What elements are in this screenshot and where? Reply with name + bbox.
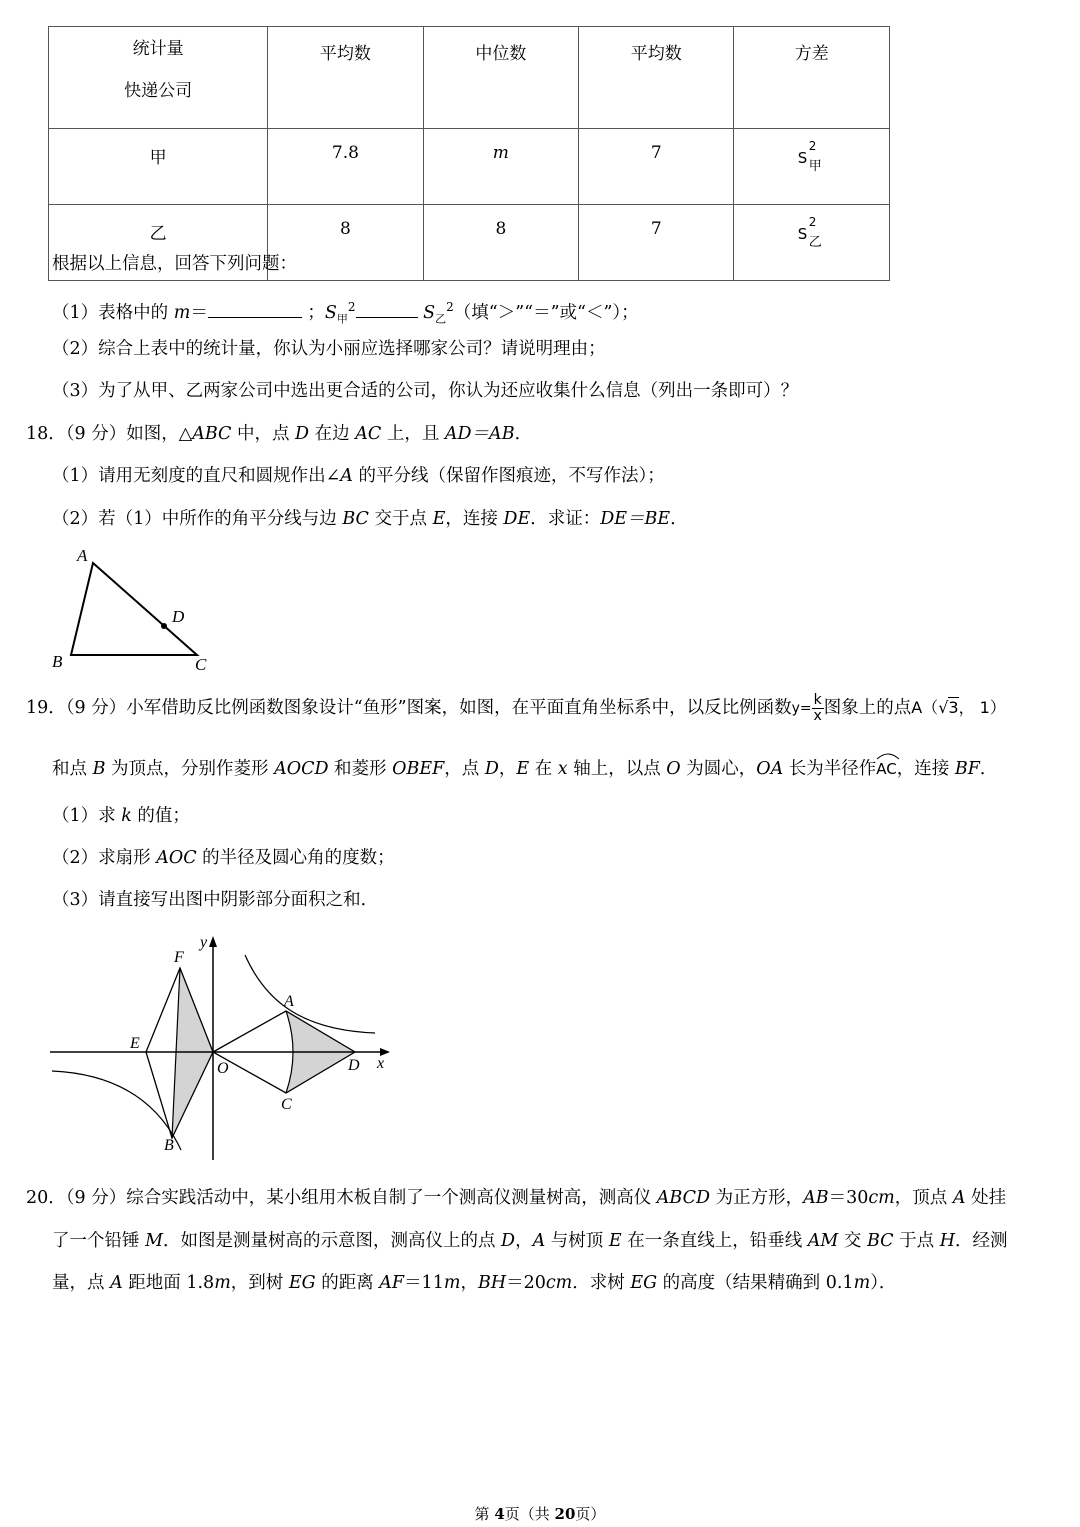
var: A <box>532 1231 546 1251</box>
variance-cell <box>734 129 890 205</box>
text: ，连接 <box>896 759 955 779</box>
text: ＝30 <box>828 1188 869 1208</box>
var: AF <box>379 1273 405 1293</box>
text: 的高度（结果精确到 0.1 <box>657 1273 854 1293</box>
text: ．求树 <box>572 1273 631 1293</box>
variance-square: 2 <box>808 139 817 153</box>
text: 为正方形， <box>710 1188 804 1208</box>
variance-letter: S <box>797 149 808 167</box>
text: 长为半径作 <box>783 759 877 779</box>
arc-ac-symbol <box>876 757 896 781</box>
text: （1）请用无刻度的直尺和圆规作出∠ <box>52 466 341 486</box>
q18-part1 <box>52 464 665 488</box>
text: 图象上的点 <box>823 698 912 718</box>
text: ，点 <box>444 759 485 779</box>
q19-part2 <box>52 846 395 870</box>
text: 交 <box>838 1231 867 1251</box>
text: ． <box>514 424 533 444</box>
var: AD＝AB <box>444 424 515 444</box>
var: D <box>295 424 310 444</box>
table-cell: 7.8 <box>268 129 423 205</box>
q17-part2: （2）综合上表中的统计量，你认为小丽应选择哪家公司？请说明理由； <box>52 339 606 359</box>
variance-symbol <box>797 139 826 174</box>
unit: cm <box>545 1273 573 1293</box>
text: 在 <box>529 759 558 779</box>
hyperbola-branch-lower <box>52 1071 181 1150</box>
denominator: x <box>813 708 822 724</box>
text: 中，点 <box>231 424 296 444</box>
text: ，连接 <box>445 509 504 529</box>
text: 的平分线（保留作图痕迹，不写作法）； <box>352 466 665 486</box>
var: AC <box>355 424 382 444</box>
text: 为圆心， <box>680 759 757 779</box>
point-d <box>161 623 167 629</box>
var: H <box>939 1231 955 1251</box>
text: 第 <box>474 1505 495 1523</box>
var: AM <box>807 1231 839 1251</box>
variance-symbol <box>797 215 826 250</box>
var: BC <box>866 1231 894 1251</box>
text: 上，且 <box>381 424 445 444</box>
coord-tail: ， 1） <box>958 698 1006 717</box>
table-header-cell: 方差 <box>734 27 890 129</box>
text: ．经测 <box>954 1231 1008 1251</box>
unit: m <box>853 1273 871 1293</box>
answer-blank-compare[interactable] <box>356 299 418 318</box>
y-axis-arrow <box>209 936 217 947</box>
variance-cell <box>734 205 890 281</box>
text: ． <box>979 759 998 779</box>
company-name-cell: 甲 <box>49 129 268 205</box>
text: 在一条直线上，铅垂线 <box>621 1231 808 1251</box>
variance-square: 2 <box>808 215 817 229</box>
label-d: D <box>348 1057 360 1074</box>
text: ，到树 <box>230 1273 289 1293</box>
text: 在边 <box>309 424 356 444</box>
text: 于点 <box>893 1231 940 1251</box>
var: BF <box>954 759 980 779</box>
subscript: 甲 <box>336 312 348 326</box>
statistics-table <box>48 26 890 281</box>
q17-intro: 根据以上信息，回答下列问题： <box>52 254 297 274</box>
subscript: 乙 <box>435 312 447 326</box>
var: ABC <box>192 424 232 444</box>
table-cell: 7 <box>579 129 734 205</box>
table-row <box>49 129 890 205</box>
variance-subscript: 甲 <box>808 159 822 174</box>
text: 的距离 <box>315 1273 380 1293</box>
label-e: E <box>130 1035 140 1052</box>
var-m: m <box>173 302 191 323</box>
hyperbola-branch-upper <box>245 955 375 1033</box>
q18-stem <box>26 422 532 446</box>
text: ＝11 <box>404 1273 444 1293</box>
q18-part2 <box>52 507 688 531</box>
point-a-coord: A（ <box>911 698 939 717</box>
label-d: D <box>172 607 185 626</box>
var-s: S <box>423 302 436 323</box>
q17-part3: （3）为了从甲、乙两家公司中选出更合适的公司，你认为还应收集什么信息（列出一条即可）？ <box>52 381 799 401</box>
q19-stem <box>26 693 1006 724</box>
page-number: 4 <box>494 1505 505 1523</box>
numerator: k <box>813 692 822 708</box>
variance-letter: S <box>797 225 808 243</box>
var: OA <box>756 759 784 779</box>
var: EG <box>630 1273 658 1293</box>
text: 处挂 <box>965 1188 1007 1208</box>
var: x <box>557 759 568 779</box>
var: BH <box>477 1273 507 1293</box>
text: 19．（9 分）小军借助反比例函数图象设计“鱼形”图案，如图，在平面直角坐标系中，以反比例函数 <box>26 698 792 718</box>
var-s: S <box>324 302 337 323</box>
square: 2 <box>347 300 356 314</box>
arc-mark <box>876 752 900 760</box>
text: （1）求 <box>52 806 122 826</box>
company-name-cell: 乙 <box>49 205 268 281</box>
label-y: y <box>200 934 208 951</box>
text: 轴上，以点 <box>567 759 667 779</box>
var: AB <box>803 1188 829 1208</box>
text: 了一个铅锤 <box>52 1231 146 1251</box>
text: ， <box>498 759 517 779</box>
text: 页（共 <box>504 1505 555 1523</box>
text: ．如图是测量树高的示意图，测高仪上的点 <box>162 1231 502 1251</box>
var: E <box>432 509 446 529</box>
var: B <box>92 759 106 779</box>
q20-line3 <box>52 1271 896 1295</box>
var: DE＝BE <box>600 509 671 529</box>
table-header-cell: 平均数 <box>268 27 423 129</box>
label-x: x <box>377 1055 385 1072</box>
arc-label: AC <box>876 760 897 778</box>
text: ． <box>670 509 688 529</box>
text: 18．（9 分）如图，△ <box>26 424 193 444</box>
text: 页） <box>575 1505 606 1523</box>
unit: cm <box>868 1188 895 1208</box>
text: ， <box>515 1231 533 1251</box>
text: ，顶点 <box>894 1188 953 1208</box>
q20-line1 <box>26 1186 1006 1210</box>
text: 为顶点，分别作菱形 <box>105 759 275 779</box>
label-a: A <box>284 993 294 1010</box>
table-cell: 7 <box>579 205 734 281</box>
q19-part1 <box>52 804 190 828</box>
text: （1）表格中的 <box>52 302 174 323</box>
triangle-figure <box>40 540 220 680</box>
text: ）． <box>870 1273 897 1293</box>
label-f: F <box>174 949 184 966</box>
text: 的值； <box>131 806 190 826</box>
fraction-k-over-x <box>812 693 824 724</box>
label-b: B <box>52 652 63 671</box>
label-c: C <box>281 1096 292 1113</box>
var: A <box>952 1188 966 1208</box>
corner-top-label: 统计量 <box>132 39 184 59</box>
text: ， <box>460 1273 478 1293</box>
table-cell: 8 <box>268 205 423 281</box>
var: DE <box>503 509 531 529</box>
var: E <box>516 759 530 779</box>
text: 的半径及圆心角的度数； <box>196 848 395 868</box>
text: 和菱形 <box>328 759 393 779</box>
text: ＝20 <box>506 1273 546 1293</box>
table-header-cell: 中位数 <box>423 27 578 129</box>
q20-line2 <box>52 1229 1007 1253</box>
label-o: O <box>217 1060 229 1077</box>
text: 20．（9 分）综合实践活动中，某小组用木板自制了一个测高仪测量树高，测高仪 <box>26 1188 657 1208</box>
var: O <box>666 759 681 779</box>
var: E <box>608 1231 622 1251</box>
text: 与树顶 <box>545 1231 609 1251</box>
var: A <box>340 466 353 486</box>
var: D <box>501 1231 516 1251</box>
square: 2 <box>446 300 454 314</box>
text: 距地面 1.8 <box>122 1273 215 1293</box>
q19-line2 <box>52 757 997 781</box>
y-equals: y= <box>791 700 812 717</box>
page-total: 20 <box>554 1505 576 1523</box>
text: （2）若（1）中所作的角平分线与边 <box>52 509 343 529</box>
label-c: C <box>195 655 207 674</box>
q17-part1 <box>52 295 639 331</box>
text: ．求证： <box>530 509 601 529</box>
table-header-row <box>49 27 890 129</box>
table-cell: 8 <box>423 205 578 281</box>
text: 量，点 <box>52 1273 111 1293</box>
answer-blank-m[interactable] <box>208 299 302 318</box>
sqrt-symbol: √3 <box>938 698 959 717</box>
var: BC <box>342 509 369 529</box>
label-a: A <box>77 546 88 565</box>
var: AOC <box>156 848 197 868</box>
unit: m <box>443 1273 461 1293</box>
variance-subscript: 乙 <box>808 235 822 250</box>
corner-bottom-label: 快递公司 <box>124 81 193 101</box>
page-footer <box>0 1503 1080 1524</box>
unit: m <box>214 1273 231 1293</box>
fish-figure <box>40 925 400 1165</box>
var: k <box>121 806 132 826</box>
var: D <box>484 759 499 779</box>
label-b: B <box>164 1137 174 1154</box>
text: ＝ <box>190 302 208 323</box>
var: EG <box>288 1273 316 1293</box>
text: ； <box>307 302 325 323</box>
var: M <box>145 1231 163 1251</box>
text: （填“＞”“＝”或“＜”）； <box>453 302 639 323</box>
var: A <box>110 1273 123 1293</box>
text: 和点 <box>52 759 93 779</box>
q19-part3: （3）请直接写出图中阴影部分面积之和． <box>52 890 379 910</box>
text: 交于点 <box>368 509 433 529</box>
table-corner-cell <box>49 27 268 129</box>
var: ABCD <box>656 1188 711 1208</box>
table-header-cell: 平均数 <box>579 27 734 129</box>
var: OBEF <box>392 759 445 779</box>
shaded-region-left <box>172 968 213 1138</box>
text: （2）求扇形 <box>52 848 157 868</box>
radicand: 3 <box>948 698 959 717</box>
table-cell: m <box>423 129 578 205</box>
var: AOCD <box>274 759 329 779</box>
